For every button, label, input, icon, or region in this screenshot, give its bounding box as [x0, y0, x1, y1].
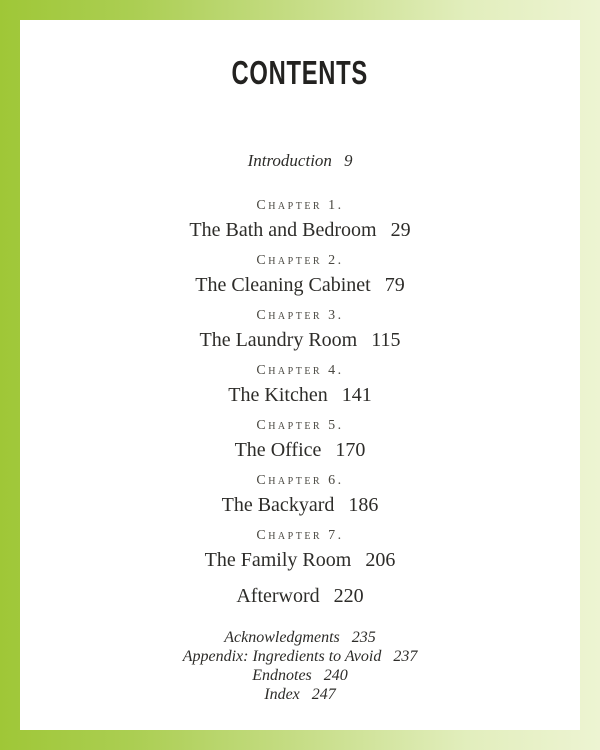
entry-label: Afterword — [236, 585, 320, 607]
toc-chapter-entry — [20, 474, 580, 515]
toc-entry-introduction — [20, 151, 580, 171]
chapter-page-number: 170 — [335, 439, 366, 461]
toc-backmatter-entry — [20, 685, 580, 704]
page-title-wrap — [20, 56, 580, 89]
entry-page-number: 247 — [311, 686, 336, 703]
entry-label: Introduction — [247, 151, 332, 170]
chapter-title: The Family Room — [204, 549, 352, 571]
chapter-label: Chapter 2. — [256, 253, 344, 268]
chapter-title-line — [20, 275, 580, 295]
page-title: CONTENTS — [231, 54, 369, 91]
toc-backmatter-entry — [20, 628, 580, 647]
chapter-title: The Laundry Room — [199, 329, 358, 351]
chapter-title-line — [20, 220, 580, 240]
chapter-label: Chapter 6. — [256, 473, 344, 488]
entry-page-number: 240 — [323, 667, 348, 684]
toc-chapter-entry — [20, 364, 580, 405]
chapter-title: The Kitchen — [228, 384, 328, 406]
chapter-title: The Cleaning Cabinet — [195, 274, 371, 296]
entry-label: Acknowledgments — [224, 629, 340, 646]
chapter-page-number: 115 — [371, 329, 401, 351]
chapter-page-number: 141 — [341, 384, 372, 406]
entry-label: Appendix: Ingredients to Avoid — [182, 648, 382, 665]
chapter-title-line — [20, 440, 580, 460]
chapter-title: The Backyard — [221, 494, 335, 516]
toc-page — [20, 20, 580, 730]
chapter-label: Chapter 5. — [256, 418, 344, 433]
toc-chapter-entry — [20, 309, 580, 350]
chapter-label: Chapter 1. — [256, 198, 344, 213]
toc-chapter-entry — [20, 254, 580, 295]
entry-page-number: 9 — [343, 151, 353, 170]
chapter-label: Chapter 7. — [256, 528, 344, 543]
entry-page-number: 235 — [351, 629, 376, 646]
chapter-page-number: 206 — [365, 549, 396, 571]
entry-page-number: 237 — [393, 648, 418, 665]
chapter-title-line — [20, 330, 580, 350]
chapter-list — [20, 199, 580, 570]
toc-chapter-entry — [20, 419, 580, 460]
chapter-page-number: 29 — [390, 219, 411, 241]
toc-backmatter-entry — [20, 666, 580, 685]
entry-label: Index — [264, 686, 300, 703]
toc-chapter-entry — [20, 199, 580, 240]
entry-label: Endnotes — [252, 667, 312, 684]
chapter-label: Chapter 3. — [256, 308, 344, 323]
toc-backmatter-entry — [20, 647, 580, 666]
chapter-title: The Bath and Bedroom — [189, 219, 377, 241]
toc-chapter-entry — [20, 529, 580, 570]
chapter-title: The Office — [234, 439, 322, 461]
chapter-page-number: 79 — [384, 274, 405, 296]
chapter-label: Chapter 4. — [256, 363, 344, 378]
backmatter-list — [20, 628, 580, 704]
chapter-title-line — [20, 550, 580, 570]
chapter-title-line — [20, 495, 580, 515]
chapter-title-line — [20, 385, 580, 405]
toc-entry-afterword — [20, 586, 580, 606]
chapter-page-number: 186 — [348, 494, 379, 516]
entry-page-number: 220 — [333, 585, 364, 607]
